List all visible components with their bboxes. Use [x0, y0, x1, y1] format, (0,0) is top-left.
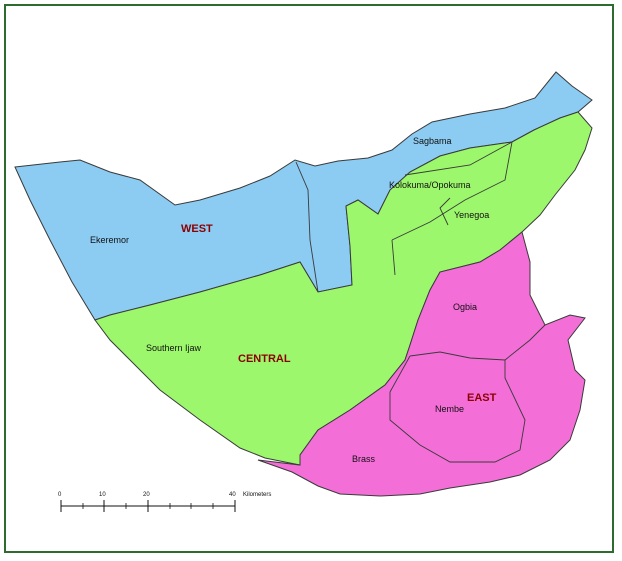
scale-tick-10: 10 [99, 492, 106, 498]
lga-label-nembe: Nembe [435, 404, 465, 414]
region-label-east: EAST [467, 392, 497, 404]
lga-label-brass: Brass [352, 454, 376, 464]
lga-label-yenagoa: Yenegoa [454, 210, 490, 220]
scale-bar [58, 492, 271, 512]
scale-tick-20: 20 [143, 492, 150, 498]
region-label-west: WEST [181, 223, 213, 235]
lga-label-ogbia: Ogbia [453, 302, 478, 312]
region-label-central: CENTRAL [238, 353, 291, 365]
scale-tick-40: 40 [229, 492, 236, 498]
lga-label-ekeremor: Ekeremor [90, 235, 130, 245]
scale-unit: Kilometers [243, 492, 272, 498]
lga-label-southern-ijaw: Southern Ijaw [146, 343, 202, 353]
lga-label-kolokuma: Kolokuma/Opokuma [389, 180, 471, 190]
scale-tick-0: 0 [58, 492, 62, 498]
lga-label-sagbama: Sagbama [413, 136, 452, 146]
